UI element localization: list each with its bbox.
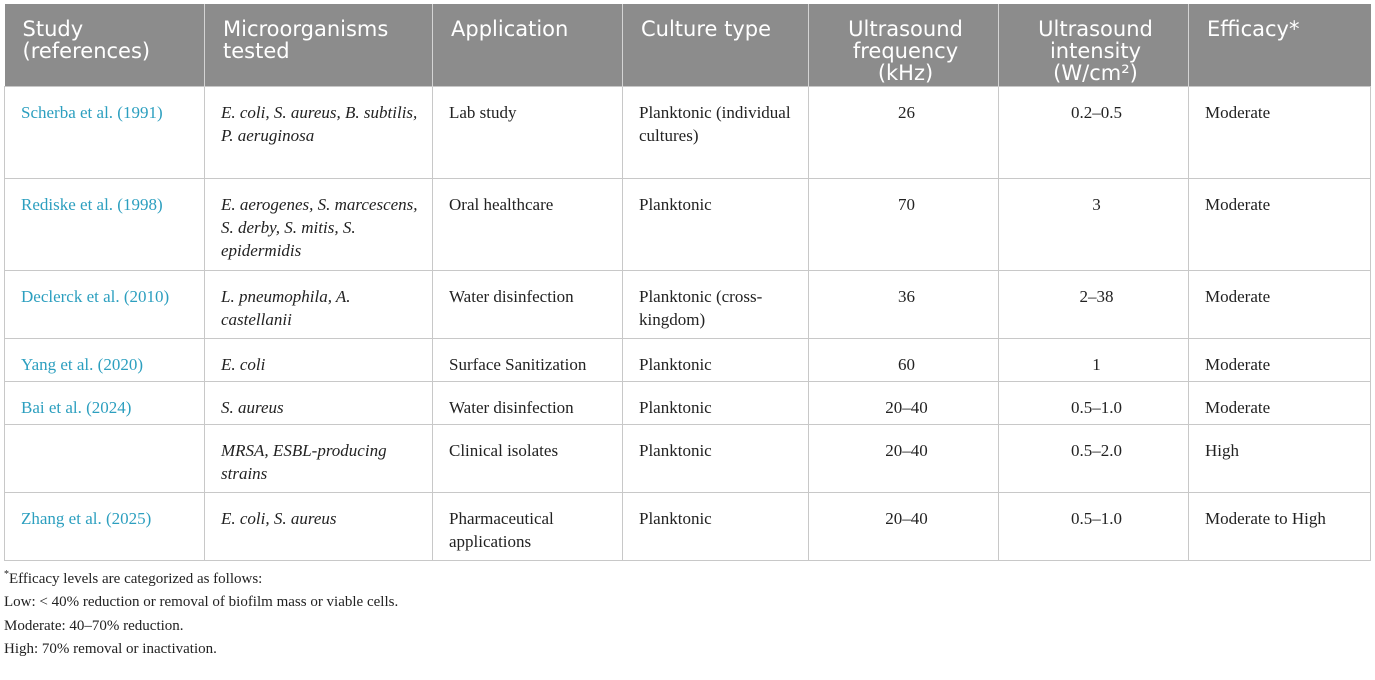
header-efficacy: Efficacy*	[1189, 4, 1371, 86]
table-header	[5, 4, 1371, 86]
study-reference-link[interactable]: Bai et al. (2024)	[5, 381, 205, 424]
application-cell: Water disinfection	[433, 381, 623, 424]
application-cell: Lab study	[433, 86, 623, 178]
table-row	[5, 492, 1371, 560]
efficacy-cell: Moderate	[1189, 381, 1371, 424]
footnote-line: Low: < 40% reduction or removal of biofilm mass or viable cells.	[4, 594, 399, 610]
footnote-marker: *	[4, 568, 9, 580]
culture-type-cell: Planktonic	[623, 424, 809, 492]
study-reference-link[interactable]: Zhang et al. (2025)	[5, 492, 205, 560]
table-row	[5, 270, 1371, 338]
microorganisms-cell: S. aureus	[205, 381, 433, 424]
study-reference-empty	[5, 424, 205, 492]
culture-type-cell: Planktonic	[623, 492, 809, 560]
application-cell: Surface Sanitization	[433, 338, 623, 381]
culture-type-cell: Planktonic	[623, 178, 809, 270]
intensity-cell: 1	[999, 338, 1189, 381]
microorganisms-cell: E. aerogenes, S. marcescens, S. derby, S. mitis, S. epidermidis	[205, 178, 433, 270]
study-reference-link[interactable]: Yang et al. (2020)	[5, 338, 205, 381]
study-reference-link[interactable]: Declerck et al. (2010)	[5, 270, 205, 338]
table-body	[5, 86, 1371, 560]
table-container	[4, 4, 1370, 662]
data-table	[4, 4, 1371, 561]
application-cell: Water disinfection	[433, 270, 623, 338]
intensity-cell: 0.5–1.0	[999, 492, 1189, 560]
frequency-cell: 20–40	[809, 381, 999, 424]
study-reference-link[interactable]: Scherba et al. (1991)	[5, 86, 205, 178]
table-row	[5, 338, 1371, 381]
efficacy-cell: Moderate	[1189, 86, 1371, 178]
efficacy-cell: Moderate	[1189, 338, 1371, 381]
culture-type-cell: Planktonic	[623, 338, 809, 381]
culture-type-cell: Planktonic	[623, 381, 809, 424]
microorganisms-cell: L. pneumophila, A. castellanii	[205, 270, 433, 338]
culture-type-cell: Planktonic (cross-kingdom)	[623, 270, 809, 338]
application-cell: Oral healthcare	[433, 178, 623, 270]
header-culture-type: Culture type	[623, 4, 809, 86]
header-intensity: Ultrasound intensity (W/cm²)	[999, 4, 1189, 86]
frequency-cell: 60	[809, 338, 999, 381]
footnote-line: High: 70% removal or inactivation.	[4, 641, 217, 657]
header-row	[5, 4, 1371, 86]
intensity-cell: 0.2–0.5	[999, 86, 1189, 178]
footnote-text: Efficacy levels are categorized as follows:	[9, 570, 263, 587]
intensity-cell: 0.5–2.0	[999, 424, 1189, 492]
table-row	[5, 424, 1371, 492]
efficacy-cell: Moderate to High	[1189, 492, 1371, 560]
application-cell: Clinical isolates	[433, 424, 623, 492]
footnote-line: Moderate: 40–70% reduction.	[4, 617, 184, 634]
study-reference-link[interactable]: Rediske et al. (1998)	[5, 178, 205, 270]
frequency-cell: 20–40	[809, 424, 999, 492]
application-cell: Pharmaceutical applications	[433, 492, 623, 560]
frequency-cell: 20–40	[809, 492, 999, 560]
header-frequency: Ultrasound frequency (kHz)	[809, 4, 999, 86]
header-study: Study (references)	[5, 4, 205, 86]
intensity-cell: 2–38	[999, 270, 1189, 338]
frequency-cell: 36	[809, 270, 999, 338]
microorganisms-cell: MRSA, ESBL-producing strains	[205, 424, 433, 492]
microorganisms-cell: E. coli, S. aureus, B. subtilis, P. aeruginosa	[205, 86, 433, 178]
efficacy-cell: Moderate	[1189, 270, 1371, 338]
table-row	[5, 178, 1371, 270]
header-application: Application	[433, 4, 623, 86]
table-row	[5, 381, 1371, 424]
frequency-cell: 70	[809, 178, 999, 270]
efficacy-cell: High	[1189, 424, 1371, 492]
culture-type-cell: Planktonic (individual cultures)	[623, 86, 809, 178]
table-footnote	[4, 568, 1370, 662]
efficacy-cell: Moderate	[1189, 178, 1371, 270]
frequency-cell: 26	[809, 86, 999, 178]
intensity-cell: 3	[999, 178, 1189, 270]
table-row	[5, 86, 1371, 178]
microorganisms-cell: E. coli	[205, 338, 433, 381]
microorganisms-cell: E. coli, S. aureus	[205, 492, 433, 560]
footnote-line	[4, 568, 1370, 592]
header-microorganisms: Microorganisms tested	[205, 4, 433, 86]
intensity-cell: 0.5–1.0	[999, 381, 1189, 424]
